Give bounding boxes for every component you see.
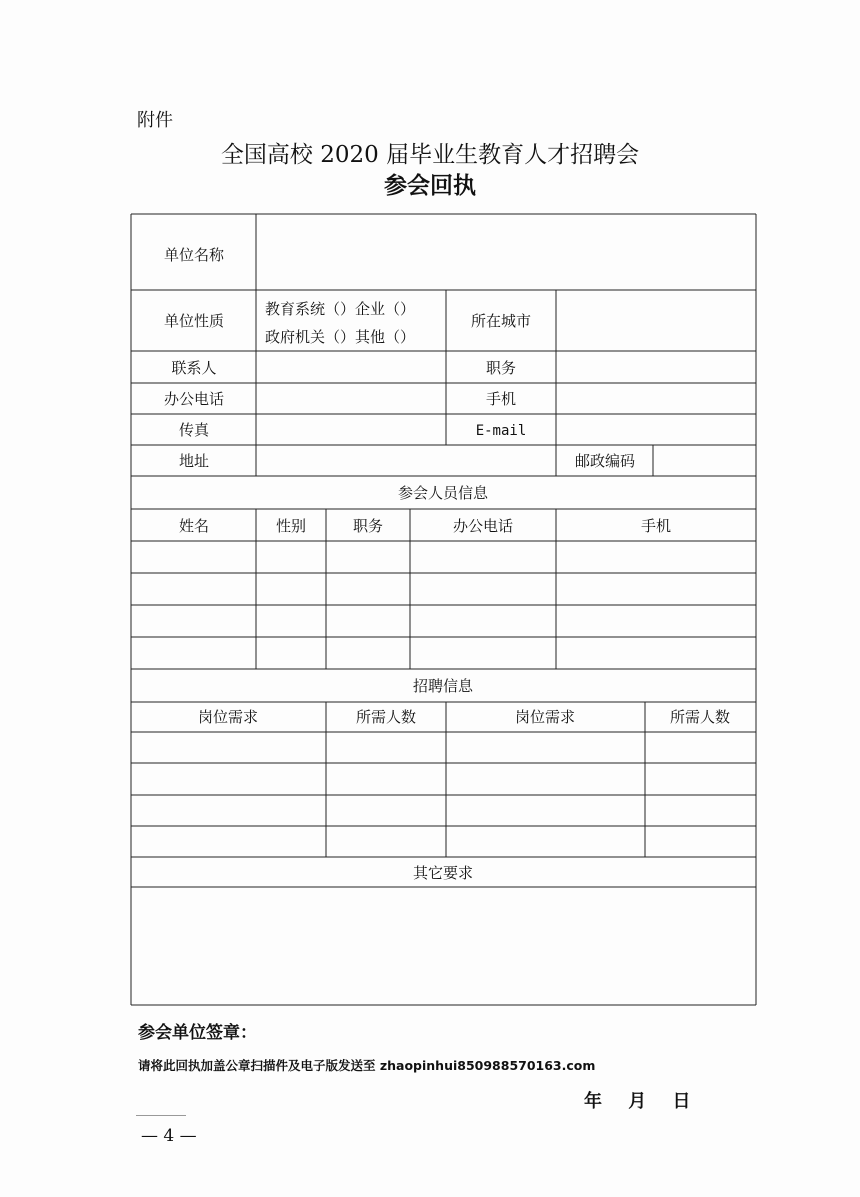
date-line: 年 月 日 — [584, 1091, 691, 1112]
attendee-header-office-phone: 办公电话 — [452, 517, 514, 535]
unit-name-label: 单位名称 — [163, 246, 225, 264]
fax-label: 传真 — [178, 421, 210, 439]
postcode-label: 邮政编码 — [574, 452, 636, 470]
contact-label: 联系人 — [171, 359, 217, 377]
attendee-header-mobile: 手机 — [640, 517, 672, 535]
address-label: 地址 — [178, 452, 210, 470]
office-phone-label: 办公电话 — [163, 390, 225, 408]
stamp-label: 参会单位签章： — [138, 1023, 257, 1043]
unit-type-options-2: 政府机关（）其他（） — [265, 328, 416, 346]
recruit-header-post-1: 岗位需求 — [197, 708, 259, 726]
city-label: 所在城市 — [470, 312, 532, 330]
attendee-header-gender: 性别 — [275, 517, 307, 535]
attendee-header-name: 姓名 — [178, 517, 210, 535]
attachment-label: 附件 — [137, 110, 173, 131]
unit-type-label: 单位性质 — [163, 312, 225, 330]
attendee-header-position: 职务 — [352, 517, 384, 535]
other-section-title: 其它要求 — [412, 864, 474, 882]
submission-instruction: 请将此回执加盖公章扫描件及电子版发送至 zhaopinhui850988570163.com — [138, 1058, 596, 1073]
attendee-section-title: 参会人员信息 — [397, 484, 489, 502]
unit-type-options-1: 教育系统（）企业（） — [265, 300, 416, 318]
recruit-section-title: 招聘信息 — [412, 677, 474, 695]
footer-divider — [136, 1115, 186, 1116]
email-label: E-mail — [475, 423, 527, 439]
recruit-header-count-1: 所需人数 — [355, 708, 417, 726]
recruit-header-post-2: 岗位需求 — [514, 708, 576, 726]
document-title: 全国高校 2020 届毕业生教育人才招聘会 — [220, 142, 640, 168]
recruit-header-count-2: 所需人数 — [669, 708, 731, 726]
position-label: 职务 — [485, 359, 517, 377]
page-number: — 4 — — [141, 1126, 197, 1146]
mobile-label: 手机 — [485, 390, 517, 408]
form-grid — [131, 214, 756, 1005]
document-subtitle: 参会回执 — [384, 172, 476, 199]
